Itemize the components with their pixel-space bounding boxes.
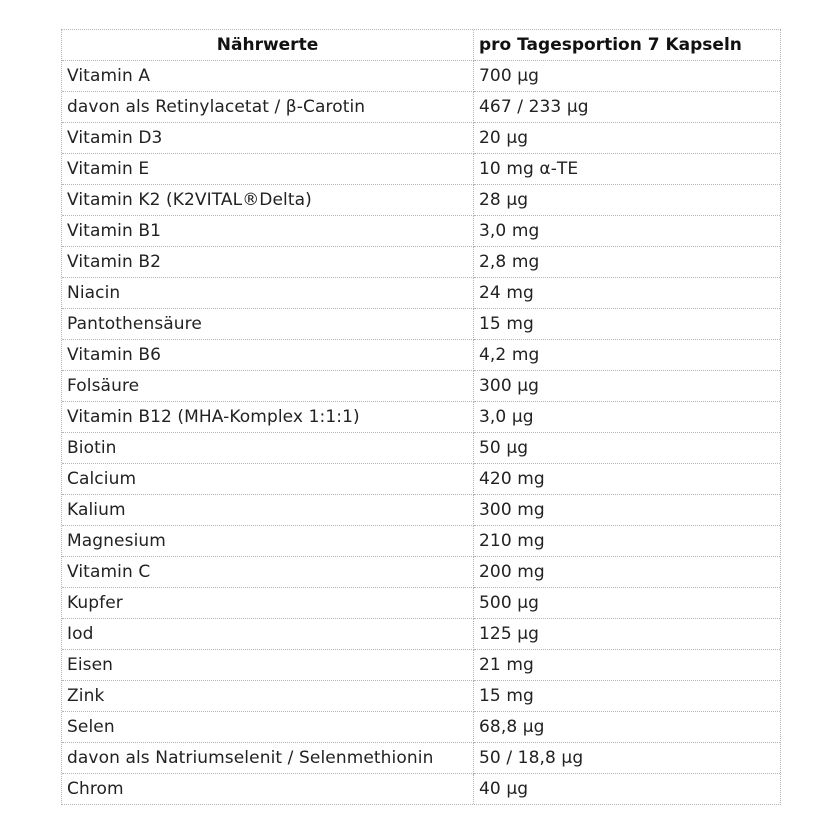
nutrient-value: 4,2 mg [474, 340, 780, 371]
table-row [62, 216, 780, 247]
nutrition-table [61, 29, 781, 805]
table-row [62, 92, 780, 123]
nutrient-value: 500 µg [474, 588, 780, 619]
nutrient-value: 68,8 µg [474, 712, 780, 743]
nutrient-name: Vitamin C [62, 557, 474, 588]
table-row [62, 650, 780, 681]
table-row [62, 464, 780, 495]
nutrient-value: 40 µg [479, 779, 529, 799]
nutrition-table-container [61, 29, 779, 805]
table-row [62, 433, 780, 464]
nutrient-value: 125 µg [474, 619, 780, 650]
nutrient-name: Kupfer [62, 588, 474, 619]
nutrient-value: 15 mg [474, 309, 780, 340]
nutrient-value: 20 µg [474, 123, 780, 154]
table-row [62, 712, 780, 743]
nutrient-value: 21 mg [474, 650, 780, 681]
header-nutrient: Nährwerte [62, 30, 474, 61]
table-row [62, 557, 780, 588]
nutrient-name: Magnesium [62, 526, 474, 557]
table-header [62, 30, 780, 61]
table-row [62, 402, 780, 433]
nutrient-value: 24 mg [474, 278, 780, 309]
nutrient-value: 2,8 mg [474, 247, 780, 278]
header-amount: pro Tagesportion 7 Kapseln [474, 30, 780, 61]
table-row [62, 247, 780, 278]
table-row [62, 681, 780, 712]
table-row [62, 61, 780, 92]
nutrient-name: Niacin [62, 278, 474, 309]
nutrient-name: Vitamin K2 (K2VITAL®Delta) [62, 185, 474, 216]
nutrient-name: Vitamin E [62, 154, 474, 185]
nutrient-name: davon als Natriumselenit / Selenmethionin [62, 743, 474, 774]
nutrient-value: 200 mg [474, 557, 780, 588]
nutrient-name: Calcium [62, 464, 474, 495]
nutrient-value: 15 mg [474, 681, 780, 712]
table-row [62, 495, 780, 526]
nutrient-value: 300 mg [474, 495, 780, 526]
nutrient-name: Iod [62, 619, 474, 650]
table-row [62, 619, 780, 650]
table-body [62, 61, 780, 804]
table-row [62, 309, 780, 340]
nutrient-value: 50 µg [474, 433, 780, 464]
nutrient-value: 467 / 233 µg [474, 92, 780, 123]
nutrient-value: 300 µg [474, 371, 780, 402]
nutrient-name: Pantothensäure [62, 309, 474, 340]
nutrient-name: Vitamin B2 [62, 247, 474, 278]
nutrient-name: Eisen [62, 650, 474, 681]
nutrient-name: Chrom [62, 774, 474, 804]
table-row [62, 185, 780, 216]
nutrient-name: Folsäure [62, 371, 474, 402]
table-row [62, 588, 780, 619]
nutrient-value: 210 mg [474, 526, 780, 557]
nutrient-name: Vitamin A [62, 61, 474, 92]
table-row [62, 123, 780, 154]
header-row [62, 30, 780, 61]
nutrient-name: Vitamin B12 (MHA-Komplex 1:1:1) [62, 402, 474, 433]
nutrient-value: 700 µg [474, 61, 780, 92]
table-row [62, 743, 780, 774]
nutrient-name: Vitamin B1 [62, 216, 474, 247]
nutrient-value: 28 µg [474, 185, 780, 216]
nutrient-name: Zink [62, 681, 474, 712]
nutrient-value: 3,0 mg [474, 216, 780, 247]
table-row [62, 278, 780, 309]
nutrient-name: Vitamin D3 [62, 123, 474, 154]
table-row [62, 526, 780, 557]
table-row [62, 774, 780, 804]
nutrient-value: 10 mg α-TE [474, 154, 780, 185]
nutrient-value: 3,0 µg [474, 402, 780, 433]
nutrient-name: davon als Retinylacetat / β-Carotin [62, 92, 474, 123]
nutrient-value: 50 / 18,8 µg [474, 743, 780, 774]
nutrient-name: Biotin [62, 433, 474, 464]
table-row [62, 340, 780, 371]
table-row [62, 371, 780, 402]
nutrient-name: Vitamin B6 [62, 340, 474, 371]
nutrient-name: Kalium [62, 495, 474, 526]
nutrient-value: 420 mg [474, 464, 780, 495]
table-row [62, 154, 780, 185]
nutrient-name: Selen [62, 712, 474, 743]
